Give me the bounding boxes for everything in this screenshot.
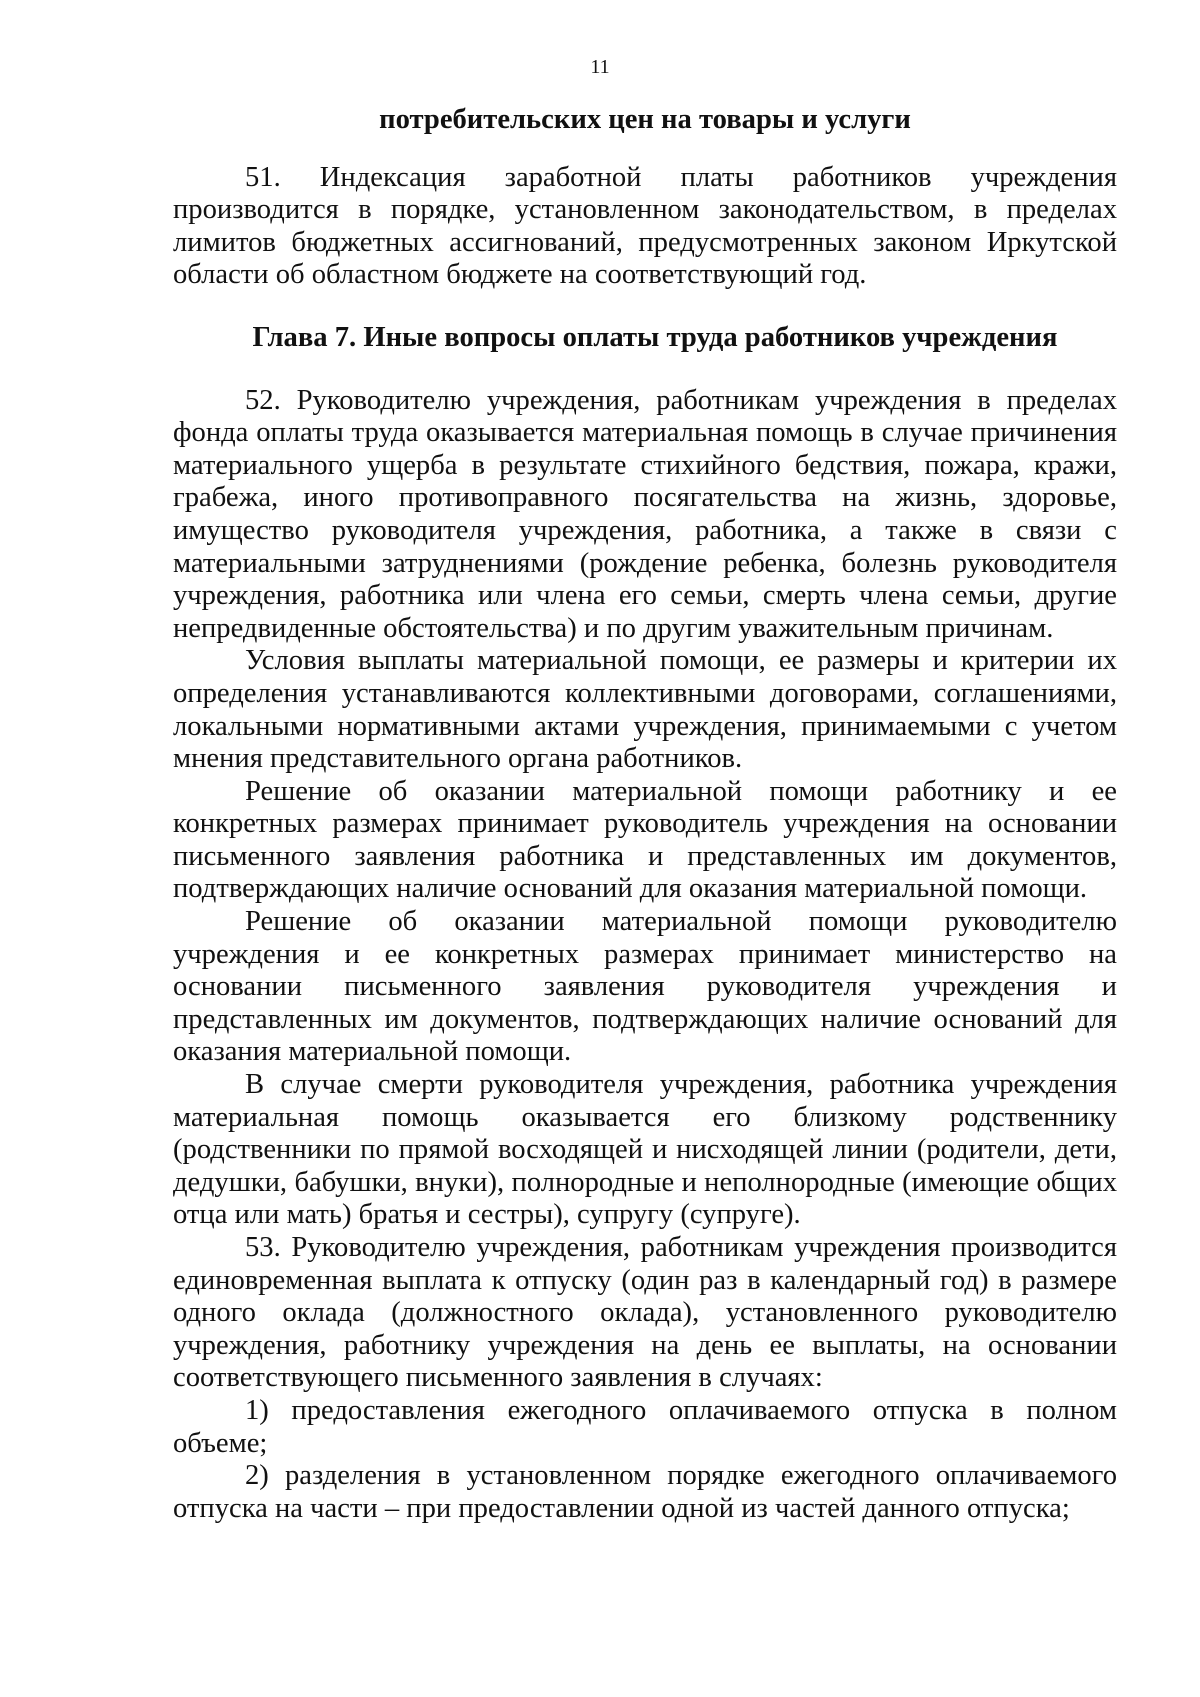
paragraph-51: 51. Индексация заработной платы работников учреждения производится в порядке, установленном законодательством, в пределах лимитов бюджетных ассигнований, предусмотренных законом Иркутской области об областном бюджете на соответствующий год. xyxy=(173,161,1117,291)
paragraph-52: 52. Руководителю учреждения, работникам учреждения в пределах фонда оплаты труда оказывается материальная помощь в случае причинения материального ущерба в результате стихийного бедствия, пожара, кражи, грабежа, иного противоправного посягательства на жизнь, здоровье, имущество руководителя учреждения, работника, а также в связи с материальными затруднениями (рождение ребенка, болезнь руководителя учреждения, работника или члена его семьи, смерть члена семьи, другие непредвиденные обстоятельства) и по другим уважительным причинам. xyxy=(173,384,1117,644)
chapter-7-title: Глава 7. Иные вопросы оплаты труда работников учреждения xyxy=(252,321,1058,353)
list-item-2: 2) разделения в установленном порядке ежегодного оплачиваемого отпуска на части – при предоставлении одной из частей данного отпуска; xyxy=(173,1460,1117,1524)
list-item-1: 1) предоставления ежегодного оплачиваемого отпуска в полном объеме; xyxy=(173,1394,1117,1459)
section-heading-continued: потребительских цен на товары и услуги xyxy=(379,104,911,135)
paragraph-conditions: Условия выплаты материальной помощи, ее размеры и критерии их определения устанавливаются коллективными договорами, соглашениями, локальными нормативными актами учреждения, принимаемыми с учетом мнения представительного органа работников. xyxy=(173,645,1117,775)
page-number: 11 xyxy=(590,56,610,78)
paragraph-death-case: В случае смерти руководителя учреждения, работника учреждения материальная помощь оказывается его близкому родственнику (родственники по прямой восходящей и нисходящей линии (родители, дети, дедушки, бабушки, внуки), полнородные и неполнородные (имеющие общих отца или мать) братья и сестры), супругу (супруге). xyxy=(173,1069,1117,1231)
paragraph-decision-head: Решение об оказании материальной помощи руководителю учреждения и ее конкретных размерах принимает министерство на основании письменного заявления руководителя учреждения и представленных им документов, подтверждающих наличие оснований для оказания материальной помощи. xyxy=(173,906,1117,1068)
paragraph-decision-worker: Решение об оказании материальной помощи работнику и ее конкретных размерах принимает руководитель учреждения на основании письменного заявления работника и представленных им документов, подтверждающих наличие оснований для оказания материальной помощи. xyxy=(173,775,1117,905)
document-body xyxy=(173,104,1117,1525)
paragraph-53: 53. Руководителю учреждения, работникам учреждения производится единовременная выплата к отпуску (один раз в календарный год) в размере одного оклада (должностного оклада), установленного руководителю учреждения, работнику учреждения на день ее выплаты, на основании соответствующего письменного заявления в случаях: xyxy=(173,1232,1117,1394)
